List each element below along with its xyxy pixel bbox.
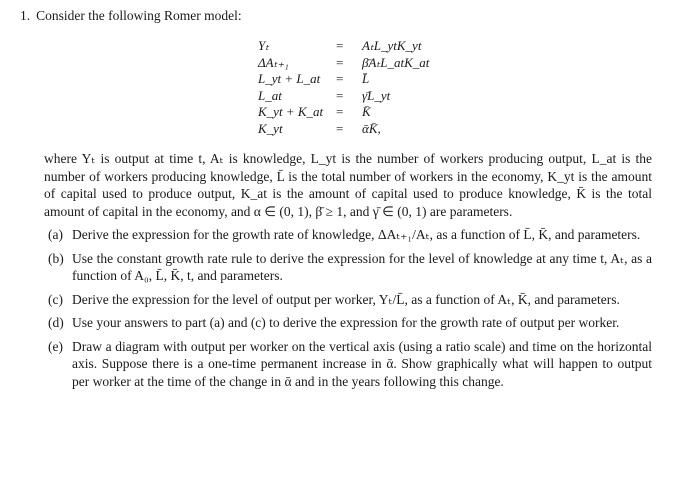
equation-row xyxy=(258,38,429,55)
equation-rhs: γ̄L_yt xyxy=(362,87,391,103)
sub-question-d xyxy=(48,314,652,332)
sub-question-text: Draw a diagram with output per worker on the vertical axis (using a ratio scale) and time on the horizontal axis. Suppose there is a one-time permanent increase in ᾱ. Show graphically what will happen to output per worker at the time of the change in ᾱ and in the years following this change. xyxy=(72,338,652,389)
sub-question-a xyxy=(48,226,652,244)
sub-question-label: (d) xyxy=(48,315,64,330)
definitions-text: where Yₜ is output at time t, Aₜ is knowledge, L_yt is the number of workers producing output, L_at is the number of workers producing knowledge, L̄ is the total number of workers in the economy, K_yt is the amount of capital used to produce output, K_at is the amount of capital used to produce knowledge, K̄ is the total amount of capital in the economy, and α ∈ (0, 1), β̄ ≥ 1, and γ̄ ∈ (0, 1) are parameters. xyxy=(44,151,652,219)
sub-question-label: (e) xyxy=(48,338,63,354)
sub-question-e xyxy=(48,338,652,391)
equation-rhs: AₜL_ytK_yt xyxy=(362,38,422,53)
question-prompt: Consider the following Romer model: xyxy=(36,8,242,23)
equation-rhs: β̄AₜL_atK_at xyxy=(362,54,430,70)
sub-question-text: Use your answers to part (a) and (c) to derive the expression for the growth rate of output per worker. xyxy=(72,315,620,330)
sub-question-text: Derive the expression for the growth rate of knowledge, ΔAₜ₊₁/Aₜ, as a function of L̄, K̄, and parameters. xyxy=(72,227,641,242)
sub-question-c xyxy=(48,291,652,309)
equation-rhs: L̄ xyxy=(362,71,370,86)
equals-sign: = xyxy=(336,87,344,103)
equation-lhs: ΔAₜ₊₁ xyxy=(258,54,289,70)
sub-question-label: (c) xyxy=(48,291,63,307)
equation-row xyxy=(258,88,429,105)
sub-question-text: Use the constant growth rate rule to derive the expression for the level of knowledge at any time t, Aₜ, as a function of A₀, L̄, K̄, t, and parameters. xyxy=(72,250,652,283)
sub-question-b xyxy=(48,250,652,285)
equation-lhs: L_at xyxy=(258,87,282,103)
equation-lhs: K_yt xyxy=(258,120,283,136)
equation-lhs: Yₜ xyxy=(258,38,270,53)
sub-questions-list xyxy=(48,226,652,396)
equation-rhs: K̄ xyxy=(362,104,371,119)
question-heading xyxy=(20,8,242,24)
equals-sign: = xyxy=(336,54,344,70)
sub-question-label: (b) xyxy=(48,250,64,266)
definitions-paragraph xyxy=(44,150,652,220)
equals-sign: = xyxy=(336,38,344,53)
equation-rhs: ᾱK̄, xyxy=(362,120,381,136)
equation-lhs: L_yt + L_at xyxy=(258,71,321,86)
question-number: 1. xyxy=(20,8,31,23)
sub-question-label: (a) xyxy=(48,227,63,242)
equation-row xyxy=(258,55,429,72)
equals-sign: = xyxy=(336,71,344,86)
equals-sign: = xyxy=(336,120,344,136)
equation-system xyxy=(258,38,429,137)
equals-sign: = xyxy=(336,104,344,119)
equation-row xyxy=(258,121,429,138)
equation-lhs: K_yt + K_at xyxy=(258,104,324,119)
sub-question-text: Derive the expression for the level of output per worker, Yₜ/L̄, as a function of Aₜ, K̄, and parameters. xyxy=(72,291,620,307)
equation-row xyxy=(258,71,429,88)
equation-row xyxy=(258,104,429,121)
